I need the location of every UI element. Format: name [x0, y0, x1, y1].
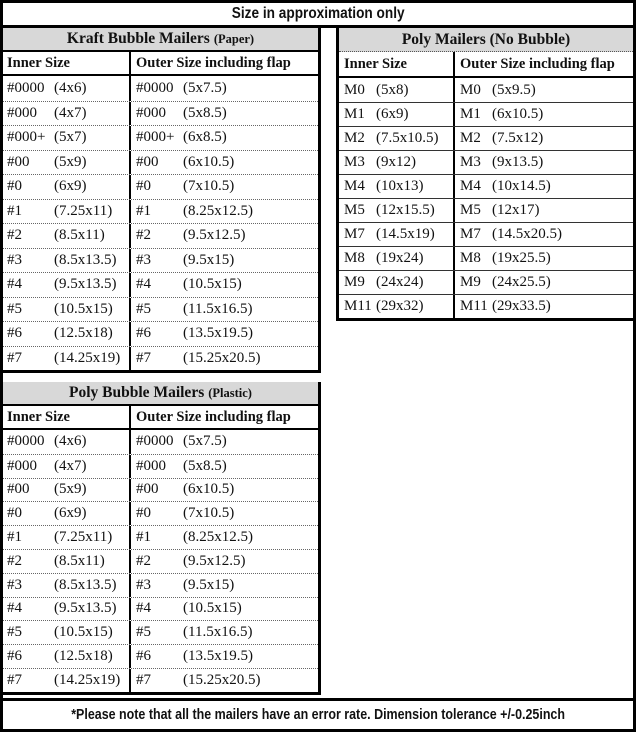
page-title: Size in approximation only — [231, 5, 405, 22]
size-value: (7.5x12) — [492, 130, 544, 146]
size-label: #2 — [136, 552, 151, 569]
outer-size-cell — [131, 126, 318, 150]
size-label: M0 — [344, 81, 365, 98]
size-value: (14.5x19) — [376, 226, 435, 242]
inner-size-cell — [3, 151, 131, 175]
size-label: #1 — [7, 529, 22, 546]
table-poly-mailers-no-bubble — [336, 28, 633, 321]
size-value: (12.5x18) — [54, 648, 113, 665]
outer-size-cell — [455, 127, 633, 150]
size-label: #5 — [136, 624, 151, 641]
inner-size-cell — [339, 199, 455, 222]
size-value: (9x12) — [376, 154, 416, 170]
size-label: #000 — [136, 104, 166, 121]
outer-size-cell — [455, 223, 633, 246]
size-value: (5x9.5) — [492, 81, 536, 98]
inner-size-cell — [3, 322, 131, 346]
size-value: (24x25.5) — [492, 274, 551, 290]
inner-size-cell — [339, 151, 455, 174]
size-label: M4 — [344, 178, 365, 194]
inner-size-cell — [3, 200, 131, 224]
table-row — [3, 101, 318, 126]
inner-size-cell — [339, 103, 455, 126]
size-label: M3 — [460, 154, 481, 170]
table-row — [339, 126, 633, 150]
outer-size-cell — [455, 295, 633, 318]
outer-size-cell — [131, 502, 318, 525]
size-label: #00 — [136, 481, 159, 498]
outer-size-cell — [131, 249, 318, 273]
size-value: (13.5x19.5) — [183, 648, 253, 665]
size-label: M9 — [460, 274, 481, 290]
size-label: #3 — [136, 251, 151, 268]
table-row — [3, 272, 318, 297]
outer-size-cell — [131, 273, 318, 297]
size-label: #7 — [136, 349, 151, 366]
table-row — [3, 525, 318, 549]
size-label: #0 — [136, 178, 151, 195]
size-value: (9.5x12.5) — [183, 227, 246, 244]
table-row — [3, 644, 318, 668]
table-row — [3, 430, 318, 454]
size-label: #00 — [7, 481, 30, 498]
size-value: (24x24) — [376, 274, 424, 290]
table-row — [3, 454, 318, 478]
size-value: (7x10.5) — [183, 178, 235, 195]
size-label: #0000 — [7, 433, 45, 450]
size-label: #2 — [7, 227, 22, 244]
outer-size-cell — [455, 103, 633, 126]
size-value: (4x7) — [54, 457, 87, 474]
size-label: M1 — [344, 106, 365, 122]
inner-size-cell — [3, 347, 131, 371]
inner-size-cell — [3, 76, 131, 101]
size-value: (5x8) — [376, 81, 409, 98]
table-row — [339, 102, 633, 126]
column-header-outer-size: Outer Size including flap — [460, 55, 615, 72]
table-title: Poly Bubble Mailers — [69, 384, 205, 401]
table-row — [3, 501, 318, 525]
table-row — [3, 297, 318, 322]
size-value: (10x14.5) — [492, 178, 551, 194]
inner-size-cell — [3, 598, 131, 621]
size-label: #7 — [7, 349, 22, 366]
size-value: (9.5x13.5) — [54, 276, 117, 293]
table-title: Kraft Bubble Mailers — [66, 30, 210, 47]
size-label: M5 — [460, 202, 481, 218]
outer-size-cell — [131, 598, 318, 621]
column-header-outer-size: Outer Size including flap — [136, 54, 291, 71]
size-value: (14.25x19) — [54, 349, 121, 366]
size-label: #6 — [136, 325, 151, 342]
size-label: #3 — [136, 576, 151, 593]
size-label: M7 — [344, 226, 365, 242]
table-row — [339, 294, 633, 318]
size-value: (29x33.5) — [492, 298, 551, 314]
table-row — [3, 248, 318, 273]
footnote-bar — [3, 698, 633, 729]
inner-size-cell — [3, 645, 131, 668]
size-label: #0 — [7, 505, 22, 522]
size-value: (15.25x20.5) — [183, 349, 261, 366]
size-value: (6x10.5) — [492, 106, 544, 122]
inner-size-cell — [3, 224, 131, 248]
table-title: Poly Mailers (No Bubble) — [401, 30, 571, 48]
inner-size-cell — [3, 526, 131, 549]
size-label: #6 — [136, 648, 151, 665]
outer-size-cell — [131, 526, 318, 549]
table-row — [3, 573, 318, 597]
size-label: M9 — [344, 274, 365, 290]
size-label: #00 — [7, 153, 30, 170]
size-value: (11.5x16.5) — [183, 624, 253, 641]
size-label: M1 — [460, 106, 481, 122]
inner-size-cell — [3, 574, 131, 597]
footnote: *Please note that all the mailers have an error rate. Dimension tolerance +/-0.25inch — [71, 707, 565, 723]
table-row — [3, 174, 318, 199]
table-title-bar — [3, 28, 318, 52]
table-body — [339, 78, 633, 318]
inner-size-cell — [3, 550, 131, 573]
outer-size-cell — [131, 322, 318, 346]
table-row — [3, 597, 318, 621]
table-title-bar — [339, 28, 633, 52]
size-label: #4 — [136, 600, 151, 617]
size-label: M4 — [460, 178, 481, 194]
outer-size-cell — [455, 78, 633, 102]
size-label: M3 — [344, 154, 365, 170]
size-value: (5x8.5) — [183, 104, 227, 121]
page-title-bar — [3, 3, 633, 28]
size-label: #00 — [136, 153, 159, 170]
size-label: #1 — [136, 529, 151, 546]
size-value: (8.5x11) — [54, 227, 105, 244]
size-value: (9.5x12.5) — [183, 552, 246, 569]
table-row — [339, 246, 633, 270]
column-header-outer-size: Outer Size including flap — [136, 408, 291, 425]
inner-size-cell — [3, 621, 131, 644]
table-title-suffix: (Plastic) — [208, 385, 252, 400]
size-label: #5 — [7, 300, 22, 317]
size-value: (5x7) — [54, 129, 87, 146]
size-label: #1 — [136, 202, 151, 219]
size-value: (19x25.5) — [492, 250, 551, 266]
size-value: (7.25x11) — [54, 529, 113, 546]
outer-size-cell — [131, 645, 318, 668]
inner-size-cell — [339, 78, 455, 102]
outer-size-cell — [131, 550, 318, 573]
size-value: (4x6) — [54, 79, 87, 96]
outer-size-cell — [131, 151, 318, 175]
size-label: #000 — [7, 457, 37, 474]
table-title-bar — [3, 382, 318, 406]
size-label: #2 — [7, 552, 22, 569]
column-header-row — [3, 52, 318, 76]
size-value: (10.5x15) — [54, 624, 113, 641]
outer-size-cell — [131, 175, 318, 199]
size-value: (12x15.5) — [376, 202, 435, 218]
size-value: (10x13) — [376, 178, 424, 194]
outer-size-cell — [455, 199, 633, 222]
outer-size-cell — [131, 574, 318, 597]
size-value: (14.5x20.5) — [492, 226, 562, 242]
size-label: #0000 — [136, 433, 174, 450]
outer-size-cell — [131, 455, 318, 478]
size-value: (14.25x19) — [54, 671, 121, 688]
size-label: #6 — [7, 648, 22, 665]
size-label: #3 — [7, 576, 22, 593]
outer-size-cell — [131, 200, 318, 224]
size-value: (7.5x10.5) — [376, 130, 439, 146]
size-value: (6x10.5) — [183, 153, 235, 170]
size-label: M11 — [460, 298, 488, 314]
size-label: #4 — [7, 600, 22, 617]
inner-size-cell — [3, 298, 131, 322]
outer-size-cell — [131, 669, 318, 692]
table-row — [339, 174, 633, 198]
table-row — [3, 346, 318, 371]
table-row — [3, 668, 318, 692]
size-label: M2 — [460, 130, 481, 146]
inner-size-cell — [3, 669, 131, 692]
size-value: (6x9) — [376, 106, 409, 122]
size-label: #1 — [7, 202, 22, 219]
table-row — [3, 150, 318, 175]
size-value: (5x7.5) — [183, 79, 227, 96]
table-row — [3, 549, 318, 573]
column-header-inner-size: Inner Size — [339, 52, 455, 76]
size-value: (10.5x15) — [54, 300, 113, 317]
size-label: M11 — [344, 298, 372, 314]
size-label: #000+ — [136, 129, 175, 146]
size-value: (29x32) — [376, 298, 424, 314]
size-value: (5x9) — [54, 153, 87, 170]
table-row — [3, 223, 318, 248]
size-value: (12.5x18) — [54, 325, 113, 342]
size-value: (6x8.5) — [183, 129, 227, 146]
size-label: #0000 — [7, 79, 45, 96]
size-value: (10.5x15) — [183, 276, 242, 293]
size-value: (9.5x15) — [183, 576, 235, 593]
size-value: (12x17) — [492, 202, 540, 218]
size-value: (4x7) — [54, 104, 87, 121]
table-body — [3, 76, 318, 370]
size-label: M8 — [460, 250, 481, 266]
inner-size-cell — [3, 455, 131, 478]
size-value: (9x13.5) — [492, 154, 544, 170]
outer-size-cell — [131, 102, 318, 126]
table-row — [339, 198, 633, 222]
size-value: (19x24) — [376, 250, 424, 266]
outer-size-cell — [131, 479, 318, 502]
inner-size-cell — [3, 175, 131, 199]
outer-size-cell — [455, 151, 633, 174]
size-label: M0 — [460, 81, 481, 98]
table-row — [339, 270, 633, 294]
table-row — [3, 620, 318, 644]
table-title-suffix: (Paper) — [213, 31, 255, 46]
size-value: (6x9) — [54, 505, 87, 522]
inner-size-cell — [3, 430, 131, 454]
size-label: #000 — [7, 104, 37, 121]
table-row — [3, 125, 318, 150]
size-value: (11.5x16.5) — [183, 300, 253, 317]
size-value: (4x6) — [54, 433, 87, 450]
table-poly-bubble-mailers — [3, 382, 321, 695]
inner-size-cell — [339, 127, 455, 150]
outer-size-cell — [131, 224, 318, 248]
size-label: #0000 — [136, 79, 174, 96]
size-label: M8 — [344, 250, 365, 266]
size-value: (8.25x12.5) — [183, 202, 253, 219]
column-header-inner-size: Inner Size — [3, 52, 131, 74]
outer-size-cell — [455, 271, 633, 294]
size-value: (5x8.5) — [183, 457, 227, 474]
size-label: #4 — [7, 276, 22, 293]
table-row — [339, 150, 633, 174]
size-value: (7x10.5) — [183, 505, 235, 522]
outer-size-cell — [455, 175, 633, 198]
size-value: (8.5x13.5) — [54, 576, 117, 593]
size-value: (6x10.5) — [183, 481, 235, 498]
size-label: #6 — [7, 325, 22, 342]
column-header-row — [339, 52, 633, 78]
table-row — [3, 199, 318, 224]
size-value: (8.25x12.5) — [183, 529, 253, 546]
table-row — [3, 478, 318, 502]
size-label: #0 — [7, 178, 22, 195]
size-label: #7 — [7, 671, 22, 688]
size-value: (5x9) — [54, 481, 87, 498]
size-label: #000+ — [7, 129, 46, 146]
size-value: (10.5x15) — [183, 600, 242, 617]
inner-size-cell — [339, 175, 455, 198]
tables-area — [3, 28, 633, 698]
size-label: #5 — [136, 300, 151, 317]
outer-size-cell — [455, 247, 633, 270]
outer-size-cell — [131, 347, 318, 371]
size-value: (9.5x15) — [183, 251, 235, 268]
outer-size-cell — [131, 621, 318, 644]
size-value: (8.5x11) — [54, 552, 105, 569]
size-label: #0 — [136, 505, 151, 522]
inner-size-cell — [339, 271, 455, 294]
size-value: (7.25x11) — [54, 202, 113, 219]
table-row — [3, 321, 318, 346]
inner-size-cell — [3, 502, 131, 525]
size-value: (9.5x13.5) — [54, 600, 117, 617]
inner-size-cell — [3, 249, 131, 273]
size-label: #5 — [7, 624, 22, 641]
size-label: M7 — [460, 226, 481, 242]
size-value: (15.25x20.5) — [183, 671, 261, 688]
table-body — [3, 430, 318, 692]
size-label: M2 — [344, 130, 365, 146]
size-label: #2 — [136, 227, 151, 244]
inner-size-cell — [339, 247, 455, 270]
size-label: #000 — [136, 457, 166, 474]
outer-size-cell — [131, 298, 318, 322]
table-kraft-bubble-mailers — [3, 28, 321, 373]
column-header-row — [3, 406, 318, 430]
table-row — [3, 76, 318, 101]
size-label: #3 — [7, 251, 22, 268]
size-label: M5 — [344, 202, 365, 218]
table-row — [339, 78, 633, 102]
inner-size-cell — [3, 126, 131, 150]
inner-size-cell — [339, 295, 455, 318]
inner-size-cell — [3, 273, 131, 297]
inner-size-cell — [3, 479, 131, 502]
size-label: #7 — [136, 671, 151, 688]
outer-size-cell — [131, 76, 318, 101]
size-value: (13.5x19.5) — [183, 325, 253, 342]
table-row — [339, 222, 633, 246]
size-value: (5x7.5) — [183, 433, 227, 450]
size-label: #4 — [136, 276, 151, 293]
column-header-inner-size: Inner Size — [3, 406, 131, 428]
outer-size-cell — [131, 430, 318, 454]
size-value: (8.5x13.5) — [54, 251, 117, 268]
inner-size-cell — [3, 102, 131, 126]
size-value: (6x9) — [54, 178, 87, 195]
inner-size-cell — [339, 223, 455, 246]
